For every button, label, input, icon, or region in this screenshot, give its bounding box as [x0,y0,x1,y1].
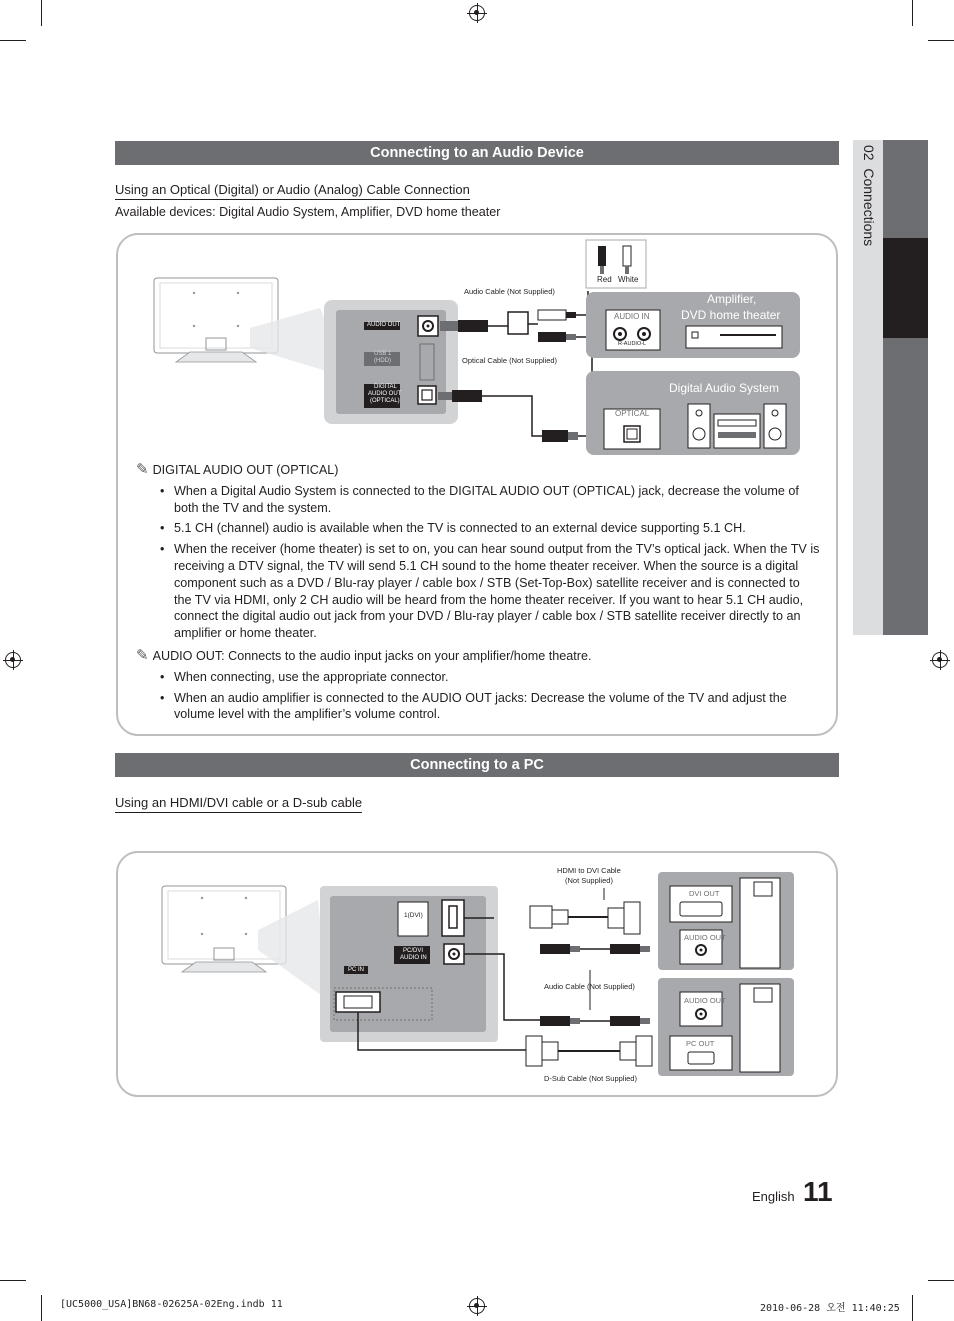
tv-hdmi-label: 1(DVI) [404,912,423,919]
hdmi-cable-label: HDMI to DVI Cable [557,866,621,875]
subheading-audio: Using an Optical (Digital) or Audio (Analog) Cable Connection [115,182,470,200]
registration-mark-icon [5,652,21,668]
tv-digital-label: DIGITAL [374,384,397,390]
registration-mark-icon [469,5,485,21]
crop-mark [0,40,26,41]
tv-rear-icon [154,278,350,378]
list-item: • When a Digital Audio System is connected to the DIGITAL AUDIO OUT (OPTICAL) jack, decrease the volume of both the TV and the system. [160,483,799,515]
pc-audio-cable-label: Audio Cable (Not Supplied) [544,982,635,991]
note-pencil-icon: ✎ [136,646,149,664]
amplifier-title: Amplifier, [707,292,757,306]
registration-mark-icon [469,1298,485,1314]
crop-mark [912,1295,913,1321]
crop-mark [0,1280,26,1281]
pc-dvi-out-label: DVI OUT [689,889,720,898]
footer-file: [UC5000_USA]BN68-02625A-02Eng.indb 11 [60,1299,283,1310]
amplifier-audio-in-label: AUDIO IN [614,312,650,321]
digital-audio-system-title: Digital Audio System [669,381,780,395]
tv-usb-hdd-label: (HDD) [374,358,391,364]
crop-mark [41,0,42,26]
pc-audio-out-label: AUDIO OUT [684,996,726,1005]
tv-digital-label: AUDIO OUT [368,391,402,397]
footer-language: English [752,1189,795,1204]
side-tab-block-active [883,238,928,338]
tv-pc-in-label: PC IN [348,967,365,973]
crop-mark [928,1280,954,1281]
note-audio-out: ✎ AUDIO OUT: Connects to the audio input jacks on your amplifier/home theatre. [136,646,592,664]
optical-cable [438,390,588,442]
plug-red-label: Red [597,275,612,284]
side-tab-block [883,140,928,238]
tv-pc-dvi-label: PC/DVI [403,948,424,954]
registration-mark-icon [932,652,948,668]
optical-cable-label: Optical Cable (Not Supplied) [462,356,558,365]
das-optical-label: OPTICAL [615,409,650,418]
plug-white-label: White [618,275,639,284]
list-item: • When the receiver (home theater) is set to on, you can hear sound output from the TV’s optical jack. When the TV is receiving a DTV signal, the TV will send 5.1 CH sound to the home theater receiver. When the source is a digital component such as a DVD / Blu-ray player / cable box / STB (Set-Top-Box) satellite receiver and is connected to the TV via HDMI, only 2 CH audio will be heard from the home theater receiver. If you want to hear 5.1 CH audio, connect the digital audio out jack from your DVD / Blu-ray player / cable box / STB satellite receiver directly to an amplifier or home theater. [160,542,820,641]
crop-mark [912,0,913,26]
amplifier-rl-label: R-AUDIO-L [618,341,647,347]
crop-mark [41,1295,42,1321]
side-tab-block [883,338,928,635]
notes [136,460,820,723]
pc-audio-out-label: AUDIO OUT [684,933,726,942]
footer-timestamp: 2010-06-28 오전 11:40:25 [760,1303,900,1314]
list-item: • 5.1 CH (channel) audio is available when the TV is connected to an external device supporting 5.1 CH. [160,521,746,536]
dsub-cable-label: D-Sub Cable (Not Supplied) [544,1074,637,1083]
audio-connection-diagram [140,238,810,460]
section-title-pc: Connecting to a PC [115,753,839,777]
pc-out-label: PC OUT [686,1039,715,1048]
note-pencil-icon: ✎ [136,461,149,478]
tv-usb-label: USB 1 [374,351,392,357]
list-item: • When connecting, use the appropriate connector. [160,669,449,684]
available-devices: Available devices: Digital Audio System, Amplifier, DVD home theater [115,205,501,219]
tv-digital-label: (OPTICAL) [370,398,400,404]
page-number: 11 [803,1176,833,1207]
tv-audio-out-label: AUDIO OUT [367,322,401,328]
note-digital-audio-out: ✎ DIGITAL AUDIO OUT (OPTICAL) [136,461,339,478]
crop-mark [928,40,954,41]
side-tab-label: 02 Connections [861,145,877,247]
tv-pc-dvi-label: AUDIO IN [400,955,427,961]
list-item: • When an audio amplifier is connected to the AUDIO OUT jacks: Decrease the volume of the TV and adjust the volume level with the amplifier’s volume control. [160,690,787,722]
amplifier-title: DVD home theater [681,308,781,322]
tv-rear-icon [162,886,328,1000]
subheading-pc: Using an HDMI/DVI cable or a D-sub cable [115,795,362,813]
hdmi-cable-label: (Not Supplied) [565,876,613,885]
section-title-audio: Connecting to an Audio Device [115,141,839,165]
audio-cable-label: Audio Cable (Not Supplied) [464,287,555,296]
